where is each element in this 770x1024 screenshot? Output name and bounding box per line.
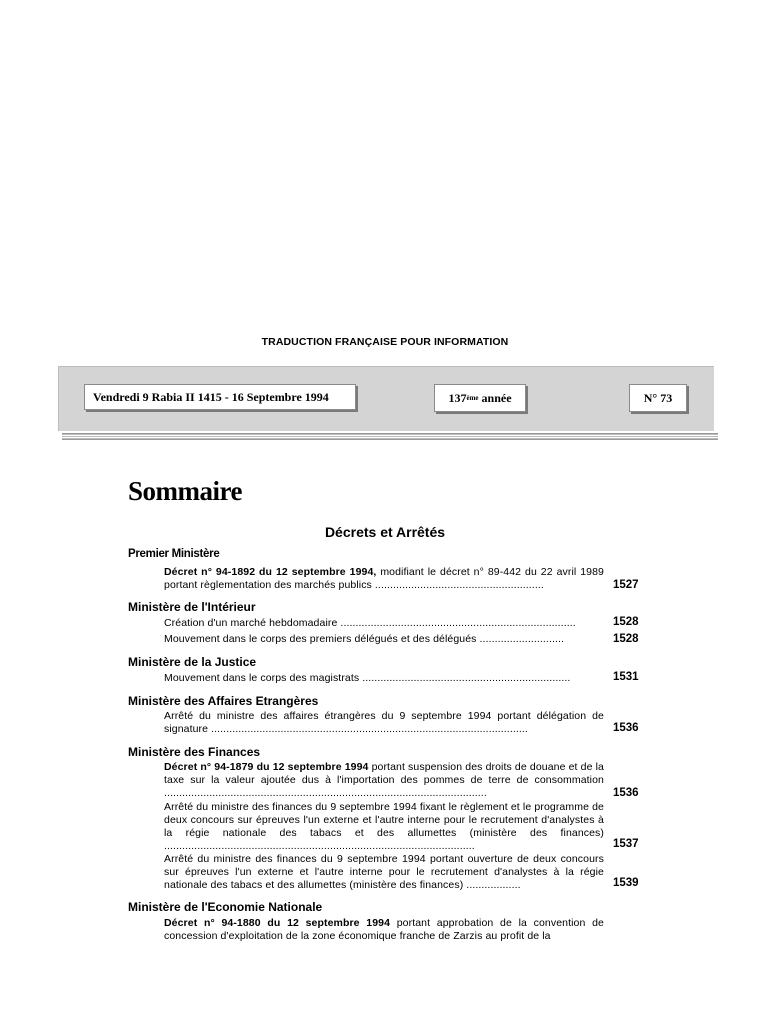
issue-date: Vendredi 9 Rabia II 1415 - 16 Septembre 1994 [84, 384, 356, 410]
ministry-heading: Ministère des Finances [128, 745, 261, 759]
journal-header [58, 366, 714, 431]
toc-entry[interactable] [164, 917, 604, 943]
toc-entry[interactable] [164, 566, 604, 592]
entry-text: portant approbation de la convention de concession d'exploitation de la zone économique franche de Zarzis au profit de la [164, 917, 604, 942]
page-number[interactable]: 1536 [613, 787, 639, 799]
entry-decree-ref: Décret n° 94-1892 du 12 septembre 1994, [164, 566, 377, 578]
entry-text: portant suspension des droits de douane et de la taxe sur la valeur ajoutée dus à l'importation des pommes de terre de consommation ........................................................................................................... [164, 761, 604, 799]
entry-text: Arrêté du ministre des finances du 9 septembre 1994 portant ouverture de deux concours sur épreuves l'un externe et l'autre interne pour le recrutement d'analystes à la régie nationale des tabacs et des allumettes (ministère des finances) .................. [164, 853, 604, 891]
page-number[interactable]: 1536 [613, 722, 639, 734]
page-number[interactable]: 1539 [613, 877, 639, 889]
page-number[interactable]: 1531 [613, 671, 639, 683]
toc-entry[interactable] [164, 761, 604, 800]
ministry-heading: Ministère de l'Economie Nationale [128, 900, 323, 914]
translation-notice: TRADUCTION FRANÇAISE POUR INFORMATION [261, 336, 509, 348]
ministry-heading: Ministère des Affaires Etrangères [128, 694, 319, 708]
entry-text: Mouvement dans le corps des magistrats ..................................................................... [164, 672, 571, 684]
entry-text: modifiant le décret n° 89-442 du 22 avril 1989 portant règlementation des marchés publics ........................................................ [164, 566, 604, 591]
toc-entry[interactable] [164, 801, 604, 853]
toc-entry[interactable] [164, 633, 604, 646]
entry-text: Arrêté du ministre des finances du 9 septembre 1994 fixant le règlement et le programme de deux concours sur épreuves l'un externe et l'autre interne pour le recrutement d'analystes à la régie nationale des tabacs et des allumettes (ministère des finances) ....................................................................................................... [164, 801, 604, 852]
page-number[interactable]: 1528 [613, 633, 639, 645]
year-word: année [478, 390, 512, 405]
entry-decree-ref: Décret n° 94-1880 du 12 septembre 1994 [164, 917, 391, 929]
entry-text: Création d'un marché hebdomadaire .............................................................................. [164, 617, 576, 629]
toc-entry[interactable] [164, 710, 604, 736]
ministry-heading: Premier Ministère [128, 548, 220, 560]
ministry-heading: Ministère de la Justice [128, 655, 257, 669]
page-number[interactable]: 1527 [613, 579, 639, 591]
ministry-heading: Ministère de l'Intérieur [128, 600, 256, 614]
section-title: Décrets et Arrêtés [324, 524, 446, 540]
entry-text: Arrêté du ministre des affaires étrangères du 9 septembre 1994 portant délégation de signature ......................................................................................................... [164, 710, 604, 735]
issue-number: N° 73 [629, 384, 687, 412]
page-number[interactable]: 1528 [613, 616, 639, 628]
entry-text: Mouvement dans le corps des premiers délégués et des délégués ............................ [164, 633, 565, 645]
toc-entry[interactable] [164, 853, 604, 892]
entry-decree-ref: Décret n° 94-1879 du 12 septembre 1994 [164, 761, 369, 773]
toc-entry[interactable] [164, 672, 604, 685]
year-number: 137 [448, 390, 467, 405]
year-suffix: ème [466, 394, 479, 402]
page-number[interactable]: 1537 [613, 838, 639, 850]
edition-year [434, 384, 526, 412]
page-title: Sommaire [128, 476, 242, 506]
toc-entry[interactable] [164, 617, 604, 630]
